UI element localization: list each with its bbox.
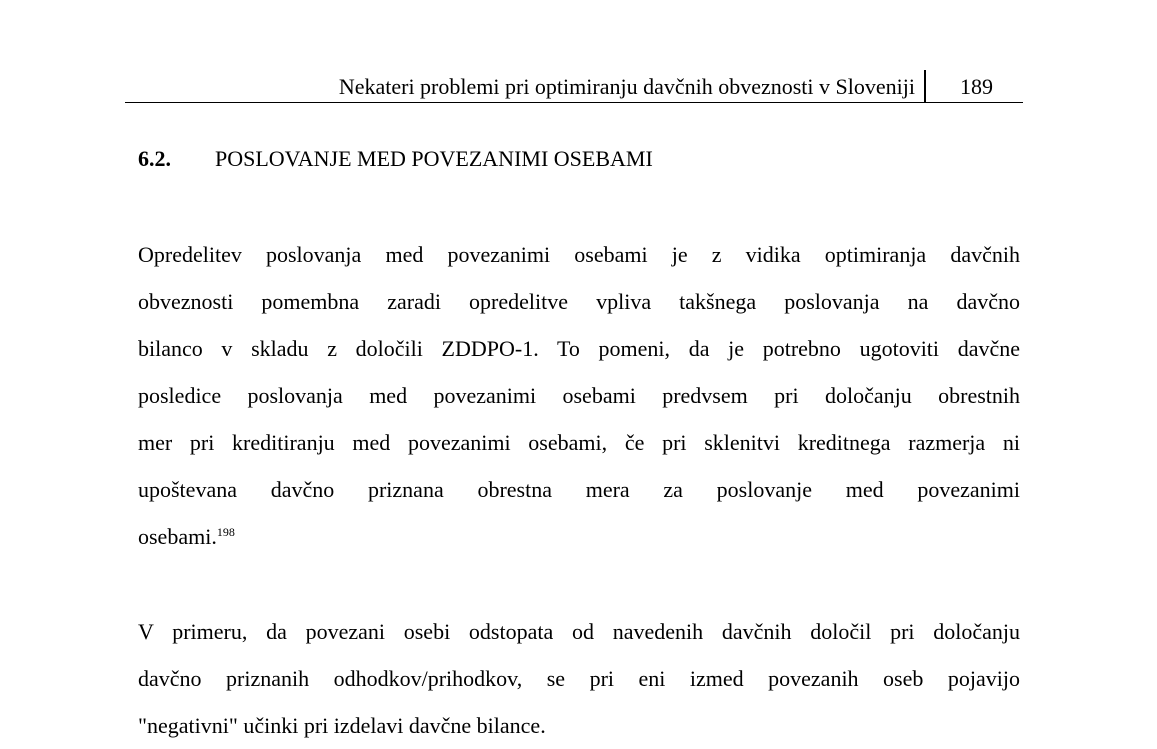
paragraph-1 xyxy=(138,231,1020,560)
paragraph-line: posledice poslovanja med povezanimi osebami predvsem pri določanju obrestnih xyxy=(138,383,1020,408)
section-title: POSLOVANJE MED POVEZANIMI OSEBAMI xyxy=(215,146,653,171)
running-header xyxy=(125,70,1023,103)
paragraph-line-text: osebami. xyxy=(138,524,217,549)
paragraph-line: Opredelitev poslovanja med povezanimi osebami je z vidika optimiranja davčnih xyxy=(138,242,1020,267)
page-number: 189 xyxy=(960,74,993,99)
paragraph-line: bilanco v skladu z določili ZDDPO-1. To pomeni, da je potrebno ugotoviti davčne xyxy=(138,336,1020,361)
paragraph-line: obveznosti pomembna zaradi opredelitve vpliva takšnega poslovanja na davčno xyxy=(138,289,1020,314)
section-heading xyxy=(138,146,653,172)
header-divider xyxy=(924,70,926,102)
paragraph-2 xyxy=(138,608,1020,749)
paragraph-line: "negativni" učinki pri izdelavi davčne bilance. xyxy=(138,713,546,738)
header-title: Nekateri problemi pri optimiranju davčnih obveznosti v Sloveniji xyxy=(338,74,915,99)
paragraph-line: V primeru, da povezani osebi odstopata od navedenih davčnih določil pri določanju xyxy=(138,619,1020,644)
paragraph-line: davčno priznanih odhodkov/prihodkov, se pri eni izmed povezanih oseb pojavijo xyxy=(138,666,1020,691)
paragraph-line: upoštevana davčno priznana obrestna mera za poslovanje med povezanimi xyxy=(138,477,1020,502)
section-number: 6.2. xyxy=(138,146,171,171)
paragraph-last-line xyxy=(138,513,1020,560)
footnote-marker[interactable]: 198 xyxy=(216,525,235,539)
paragraph-line: mer pri kreditiranju med povezanimi osebami, če pri sklenitvi kreditnega razmerja ni xyxy=(138,430,1020,455)
